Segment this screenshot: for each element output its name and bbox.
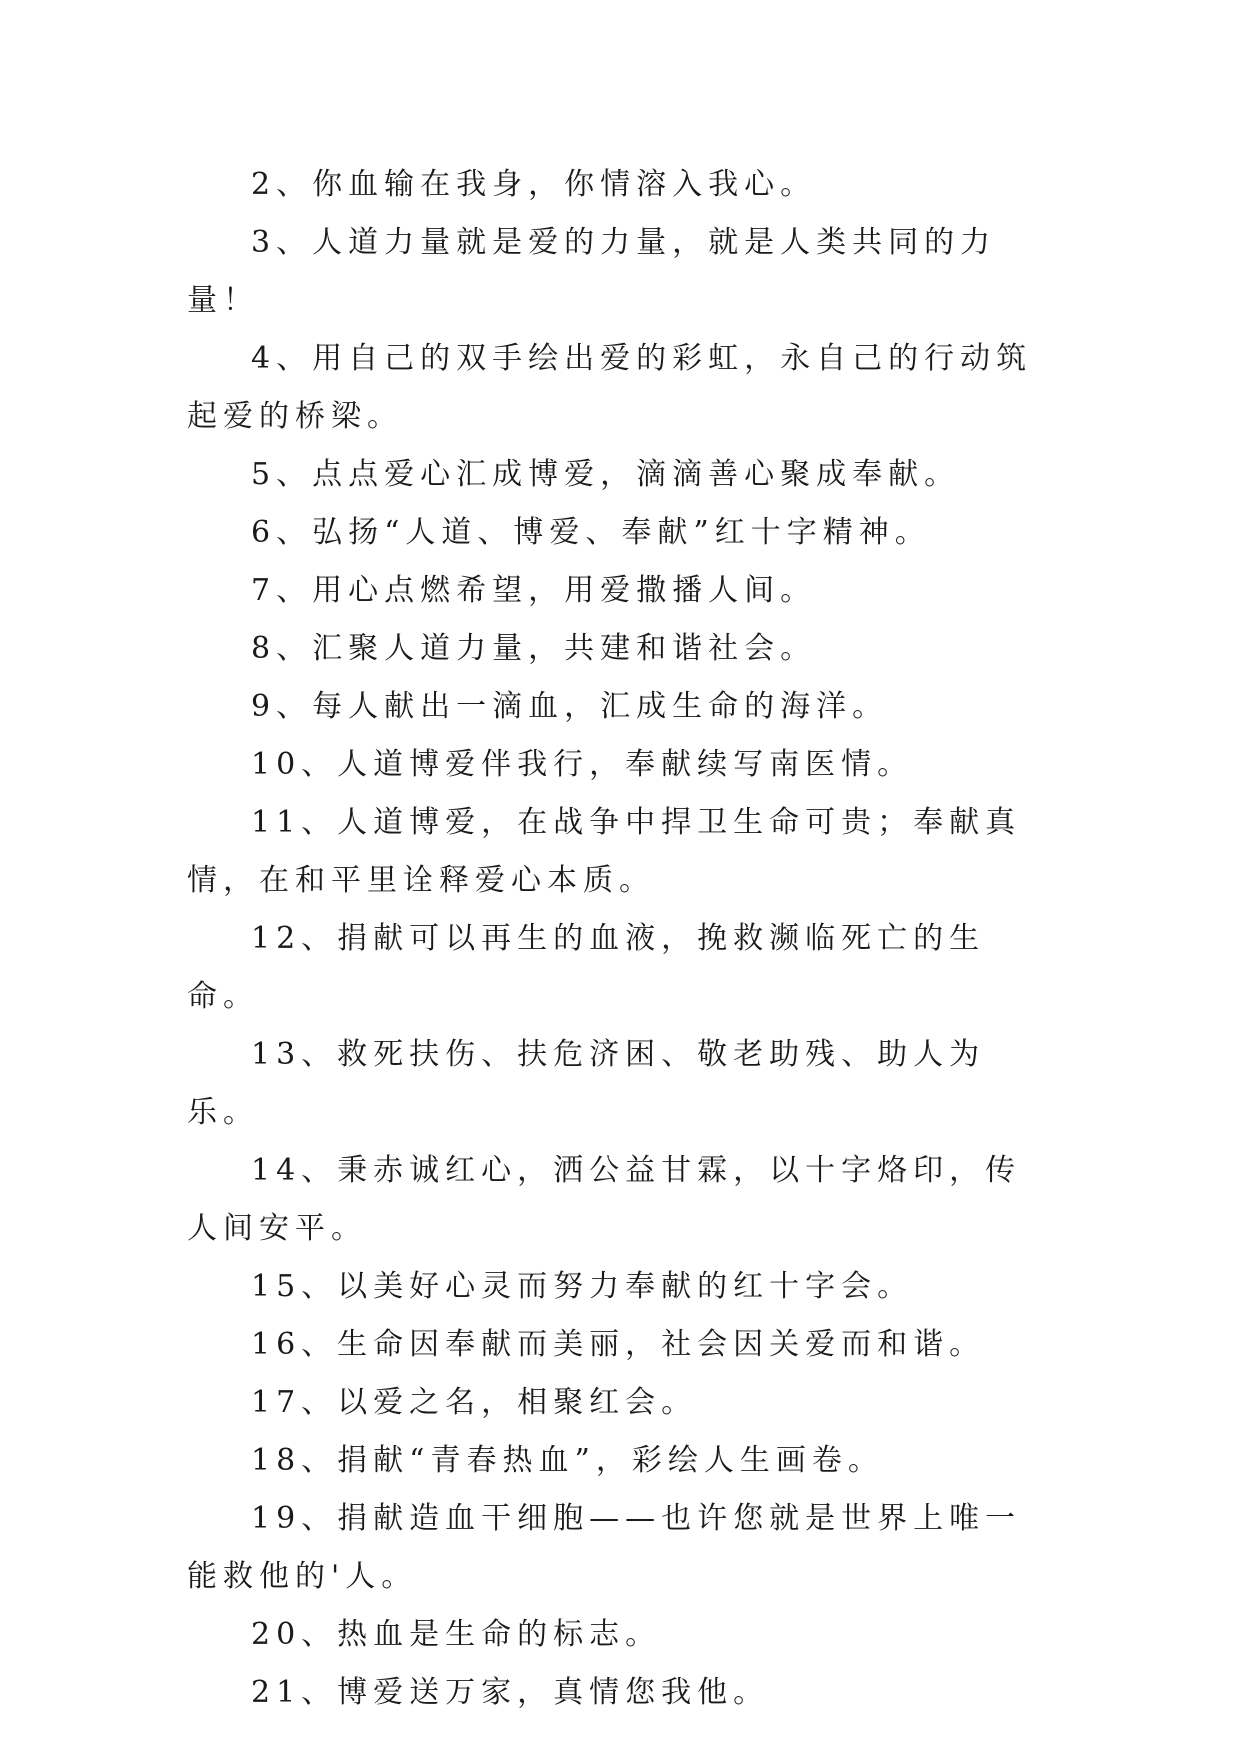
paragraph-3: 3、人道力量就是爱的力量，就是人类共同的力量！ <box>187 225 997 318</box>
paragraph-12: 12、捐献可以再生的血液，挽救濒临死亡的生命。 <box>187 921 986 1014</box>
paragraph-16: 16、生命因奉献而美丽，社会因关爱而和谐。 <box>251 1327 986 1362</box>
paragraph-10: 10、人道博爱伴我行，奉献续写南医情。 <box>251 747 914 782</box>
paragraph-5: 5、点点爱心汇成博爱，滴滴善心聚成奉献。 <box>251 457 961 492</box>
paragraph-14: 14、秉赤诚红心，洒公益甘霖，以十字烙印，传人间安平。 <box>187 1153 1022 1246</box>
paragraph-21: 21、博爱送万家，真情您我他。 <box>251 1675 770 1710</box>
paragraph-11: 11、人道博爱，在战争中捍卫生命可贵；奉献真情，在和平里诠释爱心本质。 <box>187 805 1022 898</box>
paragraph-2: 2、你血输在我身，你情溶入我心。 <box>251 167 817 202</box>
paragraph-8: 8、汇聚人道力量，共建和谐社会。 <box>251 631 817 666</box>
paragraph-18: 18、捐献“青春热血”，彩绘人生画卷。 <box>251 1443 884 1478</box>
paragraph-9: 9、每人献出一滴血，汇成生命的海洋。 <box>251 689 889 724</box>
paragraph-20: 20、热血是生命的标志。 <box>251 1617 662 1652</box>
paragraph-7: 7、用心点燃希望，用爱撒播人间。 <box>251 573 817 608</box>
paragraph-4: 4、用自己的双手绘出爱的彩虹，永自己的行动筑起爱的桥梁。 <box>187 341 1033 434</box>
paragraph-17: 17、以爱之名，相聚红会。 <box>251 1385 698 1420</box>
paragraph-13: 13、救死扶伤、扶危济困、敬老助残、助人为乐。 <box>187 1037 986 1130</box>
paragraph-6: 6、弘扬“人道、博爱、奉献”红十字精神。 <box>251 515 931 550</box>
paragraph-19: 19、捐献造血干细胞——也许您就是世界上唯一能救他的'人。 <box>187 1501 1022 1594</box>
document-body <box>187 156 1053 1722</box>
paragraph-15: 15、以美好心灵而努力奉献的红十字会。 <box>251 1269 914 1304</box>
